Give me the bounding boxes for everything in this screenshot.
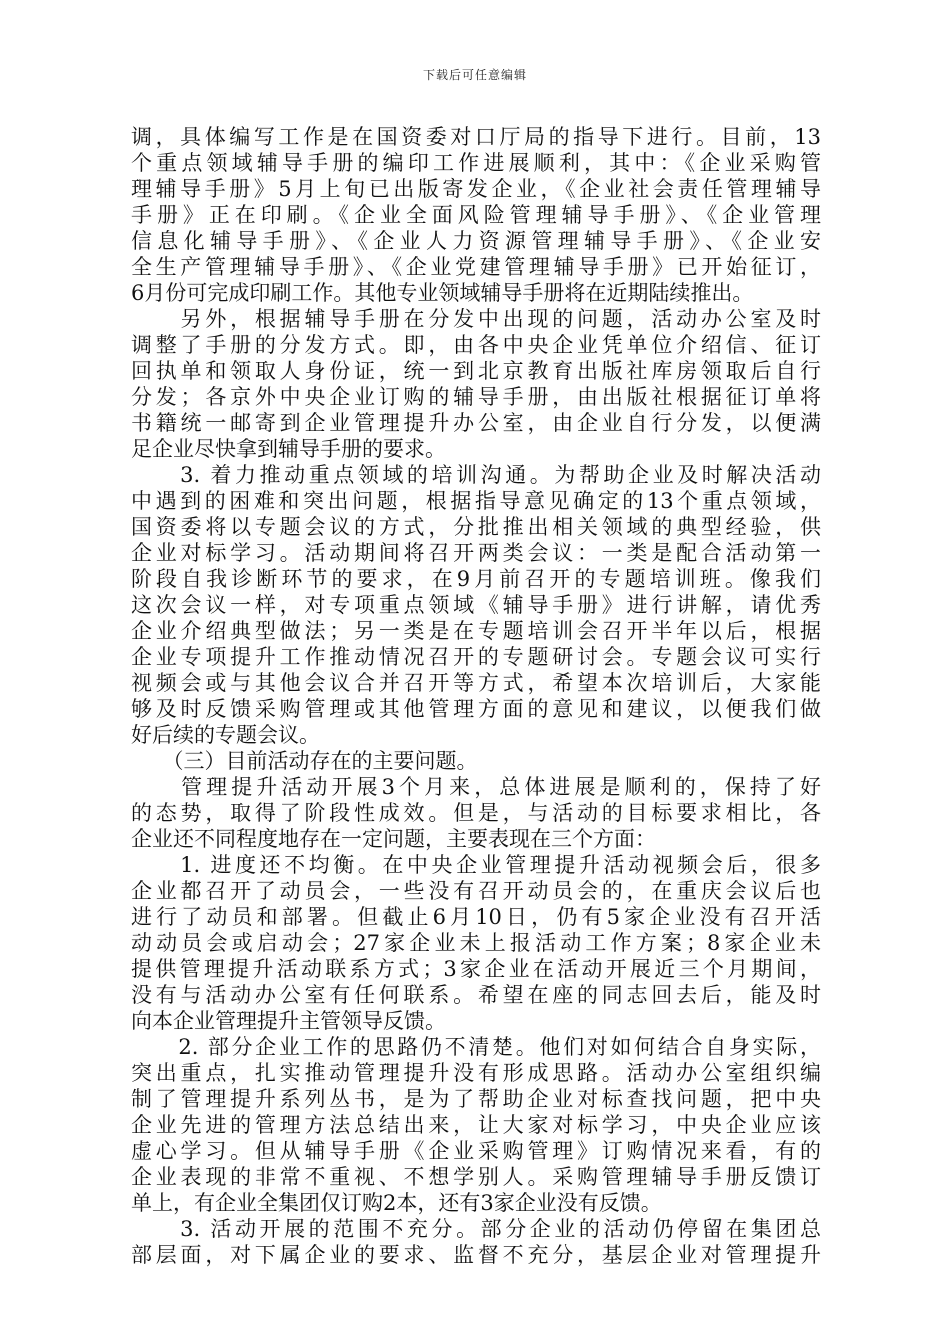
text-line: 2. 部分企业工作的思路仍不清楚。他们对如何结合自身实际， — [131, 1035, 821, 1059]
text-line: 部层面，对下属企业的要求、监督不充分，基层企业对管理提升 — [131, 1243, 821, 1267]
text-line: 单上，有企业全集团仅订购2本，还有3家企业没有反馈。 — [131, 1191, 662, 1215]
text-line: 回执单和领取人身份证，统一到北京教育出版社库房领取后自行 — [131, 359, 821, 383]
text-line: 虚心学习。但从辅导手册《企业采购管理》订购情况来看，有的 — [131, 1139, 821, 1163]
text-line: 另外，根据辅导手册在分发中出现的问题，活动办公室及时 — [131, 307, 821, 331]
text-line: 理辅导手册》5月上旬已出版寄发企业，《企业社会责任管理辅导 — [131, 177, 821, 201]
text-line: 企业专项提升工作推动情况召开的专题研讨会。专题会议可实行 — [131, 645, 821, 669]
text-line: 分发；各京外中央企业订购的辅导手册，由出版社根据征订单将 — [131, 385, 821, 409]
document-body — [131, 124, 821, 1268]
text-line: 企业还不同程度地存在一定问题，主要表现在三个方面： — [131, 827, 656, 851]
text-line: 视频会或与其他会议合并召开等方式，希望本次培训后，大家能 — [131, 671, 821, 695]
text-line: 手册》正在印刷。《企业全面风险管理辅导手册》、《企业管理 — [131, 203, 821, 227]
text-line: 突出重点，扎实推动管理提升没有形成思路。活动办公室组织编 — [131, 1061, 821, 1085]
text-line: 企业表现的非常不重视、不想学别人。采购管理辅导手册反馈订 — [131, 1165, 821, 1189]
text-line: 动动员会或启动会；27家企业未上报活动工作方案；8家企业未 — [131, 931, 821, 955]
text-line: 制了管理提升系列丛书，是为了帮助企业对标查找问题，把中央 — [131, 1087, 821, 1111]
text-line: 个重点领域辅导手册的编印工作进展顺利，其中：《企业采购管 — [131, 151, 821, 175]
text-line: 3. 着力推动重点领域的培训沟通。为帮助企业及时解决活动 — [131, 463, 821, 487]
text-line: 国资委将以专题会议的方式，分批推出相关领域的典型经验，供 — [131, 515, 821, 539]
page-header: 下载后可任意编辑 — [422, 68, 527, 82]
text-line: 这次会议一样，对专项重点领域《辅导手册》进行讲解，请优秀 — [131, 593, 821, 617]
text-line: 企业先进的管理方法总结出来，让大家对标学习，中央企业应该 — [131, 1113, 821, 1137]
text-line: 进行了动员和部署。但截止6月10日，仍有5家企业没有召开活 — [131, 905, 821, 929]
text-line: 调，具体编写工作是在国资委对口厅局的指导下进行。目前，13 — [131, 125, 821, 149]
text-line: 1. 进度还不均衡。在中央企业管理提升活动视频会后，很多 — [131, 853, 821, 877]
text-line: 阶段自我诊断环节的要求，在9月前召开的专题培训班。像我们 — [131, 567, 821, 591]
text-line: 信息化辅导手册》、《企业人力资源管理辅导手册》、《企业安 — [131, 229, 821, 253]
text-line: 提供管理提升活动联系方式；3家企业在活动开展近三个月期间， — [131, 957, 821, 981]
text-line: 企业都召开了动员会，一些没有召开动员会的，在重庆会议后也 — [131, 879, 821, 903]
text-line: 足企业尽快拿到辅导手册的要求。 — [131, 437, 446, 461]
text-line: 向本企业管理提升主管领导反馈。 — [131, 1009, 446, 1033]
text-line: 全生产管理辅导手册》、《企业党建管理辅导手册》已开始征订， — [131, 255, 821, 279]
text-line: （三）目前活动存在的主要问题。 — [131, 749, 478, 773]
text-line: 好后续的专题会议。 — [131, 723, 320, 747]
text-line: 的态势，取得了阶段性成效。但是，与活动的目标要求相比，各 — [131, 801, 821, 825]
text-line: 调整了手册的分发方式。即，由各中央企业凭单位介绍信、征订 — [131, 333, 821, 357]
text-line: 中遇到的困难和突出问题，根据指导意见确定的13个重点领域， — [131, 489, 821, 513]
text-line: 3. 活动开展的范围不充分。部分企业的活动仍停留在集团总 — [131, 1217, 821, 1241]
text-line: 企业对标学习。活动期间将召开两类会议：一类是配合活动第一 — [131, 541, 821, 565]
text-line: 企业介绍典型做法；另一类是在专题培训会召开半年以后，根据 — [131, 619, 821, 643]
text-line: 够及时反馈采购管理或其他管理方面的意见和建议，以便我们做 — [131, 697, 821, 721]
text-line: 6月份可完成印刷工作。其他专业领域辅导手册将在近期陆续推出。 — [131, 281, 754, 305]
text-line: 管理提升活动开展3个月来，总体进展是顺利的，保持了好 — [131, 775, 821, 799]
text-line: 没有与活动办公室有任何联系。希望在座的同志回去后，能及时 — [131, 983, 821, 1007]
text-line: 书籍统一邮寄到企业管理提升办公室，由企业自行分发，以便满 — [131, 411, 821, 435]
